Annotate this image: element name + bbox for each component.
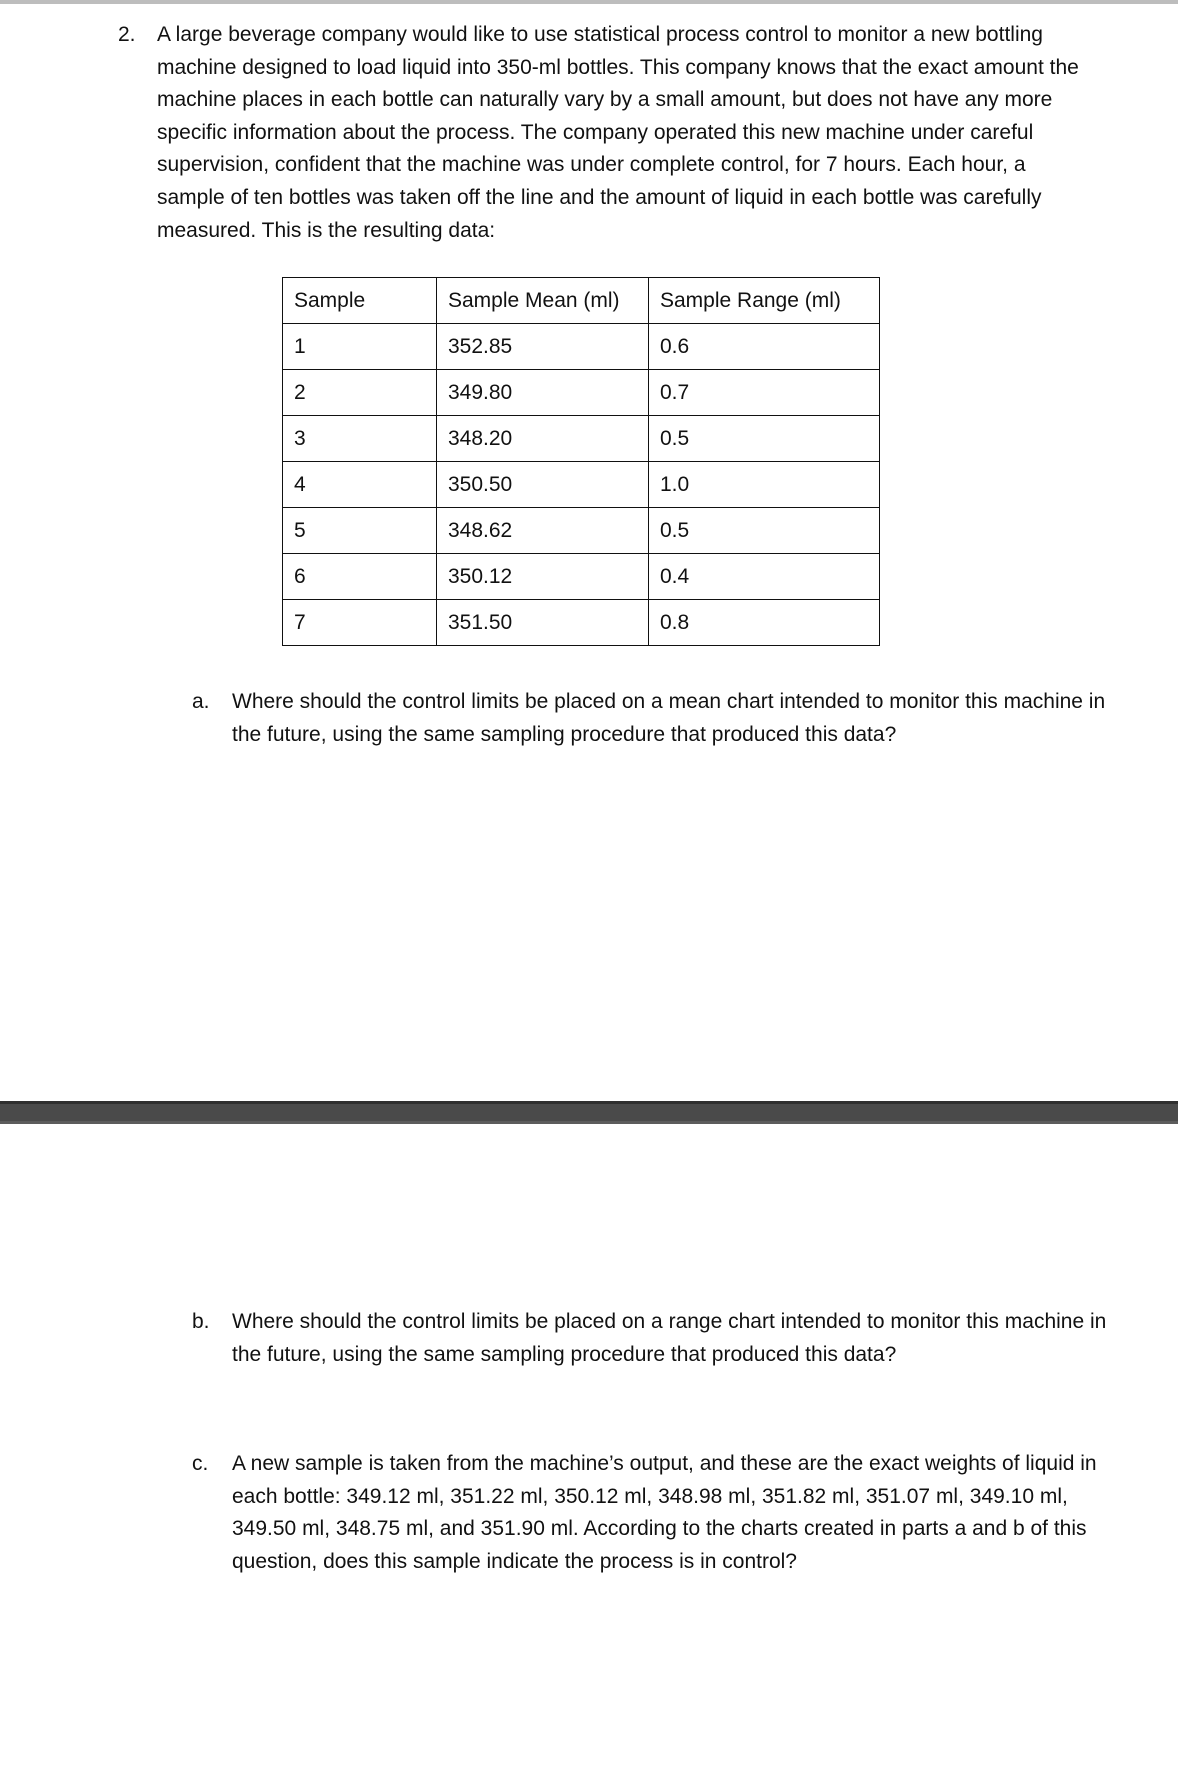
- cell-sample: 3: [283, 416, 437, 462]
- table-row: [283, 370, 880, 416]
- cell-sample: 7: [283, 600, 437, 646]
- top-page-rule: [0, 0, 1178, 4]
- cell-range: 1.0: [649, 462, 880, 508]
- cell-sample: 4: [283, 462, 437, 508]
- table-header-row: [283, 278, 880, 324]
- cell-range: 0.4: [649, 554, 880, 600]
- cell-range: 0.6: [649, 324, 880, 370]
- part-a-letter: a.: [192, 690, 210, 713]
- data-table: [282, 277, 880, 646]
- table-row: [283, 554, 880, 600]
- cell-mean: 350.50: [437, 462, 649, 508]
- table-row: [283, 508, 880, 554]
- cell-range: 0.5: [649, 416, 880, 462]
- table-row: [283, 600, 880, 646]
- header-sample-mean: Sample Mean (ml): [437, 278, 649, 324]
- part-a-text: Where should the control limits be placed on a mean chart intended to monitor this machine in the future, using the same sampling procedure that produced this data?: [232, 690, 1106, 746]
- cell-range: 0.5: [649, 508, 880, 554]
- part-b-text: Where should the control limits be placed on a range chart intended to monitor this machine in the future, using the same sampling procedure that produced this data?: [232, 1310, 1107, 1366]
- header-sample-range: Sample Range (ml): [649, 278, 880, 324]
- cell-sample: 2: [283, 370, 437, 416]
- cell-sample: 1: [283, 324, 437, 370]
- header-sample: Sample: [283, 278, 437, 324]
- part-b-letter: b.: [192, 1310, 210, 1333]
- table-row: [283, 324, 880, 370]
- cell-range: 0.7: [649, 370, 880, 416]
- question-number: 2.: [118, 23, 136, 46]
- question-text: A large beverage company would like to use statistical process control to monitor a new bottling machine designed to load liquid into 350-ml bottles. This company knows that the exact amount the machine places in each bottle can naturally vary by a small amount, but does not have any more specific information about the process. The company operated this new machine under careful supervision, confident that the machine was under complete control, for 7 hours. Each hour, a sample of ten bottles was taken off the line and the amount of liquid in each bottle was carefully measured. This is the resulting data:: [157, 23, 1079, 242]
- cell-sample: 5: [283, 508, 437, 554]
- cell-mean: 352.85: [437, 324, 649, 370]
- cell-range: 0.8: [649, 600, 880, 646]
- cell-mean: 350.12: [437, 554, 649, 600]
- page-break-bar: [0, 1101, 1178, 1124]
- table-row: [283, 416, 880, 462]
- part-c-letter: c.: [192, 1452, 209, 1475]
- cell-mean: 351.50: [437, 600, 649, 646]
- cell-mean: 348.62: [437, 508, 649, 554]
- cell-mean: 349.80: [437, 370, 649, 416]
- cell-sample: 6: [283, 554, 437, 600]
- table-row: [283, 462, 880, 508]
- cell-mean: 348.20: [437, 416, 649, 462]
- part-c-text: A new sample is taken from the machine’s output, and these are the exact weights of liquid in each bottle: 349.12 ml, 351.22 ml, 350.12 ml, 348.98 ml, 351.82 ml, 351.07 ml, 349.10 ml, 349.50 ml, 348.75 ml, and 351.90 ml. According to the charts created in parts a and b of this question, does this sample indicate the process is in control?: [232, 1452, 1097, 1573]
